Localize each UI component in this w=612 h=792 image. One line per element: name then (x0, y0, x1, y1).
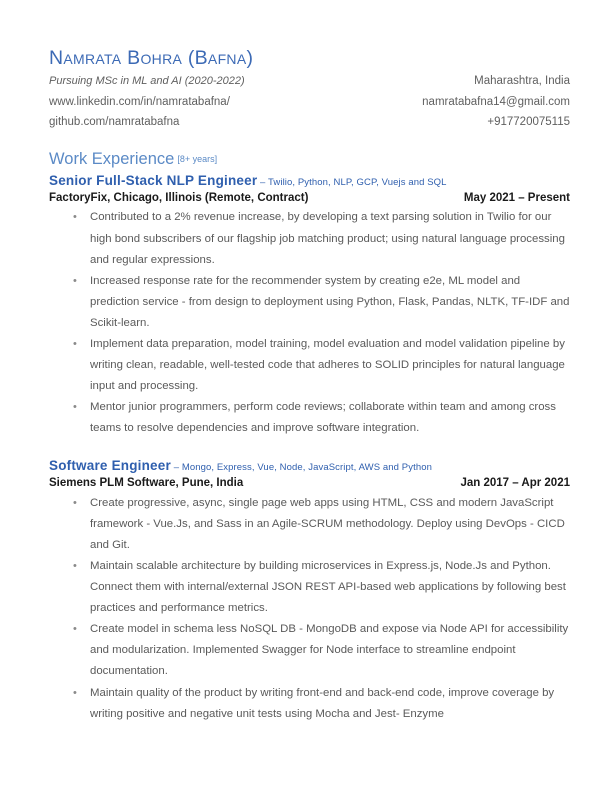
bullet-item (49, 493, 570, 556)
job-entry (49, 457, 570, 724)
bullet-dot-icon: • (73, 338, 77, 350)
bullet-text: Increased response rate for the recommender system by creating e2e, ML model and prediction service - from design to deployment using Python, Flask, Pandas, NLTK, TF-IDF and Scikit-learn. (90, 274, 570, 329)
job-bullet-list (49, 207, 570, 439)
bullet-item (49, 619, 570, 682)
contact-row-linkedin-email (49, 97, 570, 109)
job-stack-text: Twilio, Python, NLP, GCP, Vuejs and SQL (268, 177, 447, 189)
education-line: Pursuing MSc in ML and AI (2020-2022) (49, 75, 245, 88)
github-link[interactable]: github.com/namratabafna (49, 116, 180, 129)
email-link[interactable]: namratabafna14@gmail.com (422, 95, 570, 108)
bullet-text: Contributed to a 2% revenue increase, by developing a text parsing solution in Twilio for our high bond subscribers of our flagship job matching product; using natural language processing and regular expressions. (90, 211, 565, 266)
bullet-item (49, 207, 570, 270)
job-title-line (49, 172, 570, 190)
bullet-text: Mentor junior programmers, perform code reviews; collaborate within team and among cross teams to resolve dependencies and improve software integration. (90, 401, 556, 435)
candidate-name: Namrata Bohra (Bafna) (49, 47, 254, 69)
bullet-text: Maintain scalable architecture by building microservices in Express.js, Node.Js and Python. Connect them with internal/external JSON REST API-based web applications by following best practices and performance metrics. (90, 559, 566, 615)
phone-text: +917720075115 (487, 116, 570, 129)
bullet-dot-icon: • (73, 401, 77, 414)
bullet-item (49, 683, 570, 725)
job-company: FactoryFix, Chicago, Illinois (Remote, Contract) (49, 191, 309, 204)
bullet-dot-icon: • (73, 623, 77, 636)
job-dates: Jan 2017 – Apr 2021 (460, 476, 570, 489)
bullet-item (49, 397, 570, 439)
section-title: Work Experience (49, 149, 175, 168)
linkedin-link[interactable]: www.linkedin.com/in/namratabafna/ (49, 95, 230, 108)
bullet-text: Implement data preparation, model training, model evaluation and model validation pipeline by writing clean, readable, well-tested code that adheres to SOLID principles for natural language input and processing. (90, 338, 565, 393)
jobs-container (49, 172, 570, 724)
job-meta-line (49, 192, 570, 206)
job-stack (257, 177, 446, 188)
job-bullet-list (49, 493, 570, 725)
bullet-dot-icon: • (73, 496, 77, 509)
job-title-dash: – (260, 177, 266, 189)
section-years-badge: [8+ years] (177, 153, 218, 164)
bullet-item (49, 271, 570, 334)
section-heading-work-experience (49, 151, 570, 168)
contact-row-education (49, 76, 570, 88)
job-stack (171, 462, 432, 473)
bullet-text: Create progressive, async, single page web apps using HTML, CSS and modern JavaScript framework - Vue.Js, and Sass in an Agile-SCRUM methodology. Deploy using DevOps - CICD and Git. (90, 496, 565, 551)
bullet-text: Maintain quality of the product by writing front-end and back-end code, improve coverage by writing positive and negative unit tests using Mocha and Jest- Enzyme (90, 686, 555, 720)
job-title-line (49, 457, 570, 475)
location-text: Maharashtra, India (474, 75, 570, 88)
job-dates: May 2021 – Present (463, 191, 570, 204)
bullet-text: Create model in schema less NoSQL DB - MongoDB and expose via Node API for accessibility and modularization. Implemented Swagger for Node interface to streamline endpoint documentation. (90, 623, 569, 678)
job-company: Siemens PLM Software, Pune, India (49, 476, 244, 489)
job-meta-line (49, 477, 570, 491)
job-title-dash: – (173, 462, 180, 474)
contact-row-github-phone (49, 117, 570, 129)
job-title: Senior Full-Stack NLP Engineer (49, 173, 258, 189)
bullet-dot-icon: • (73, 559, 77, 572)
job-title: Software Engineer (49, 458, 171, 474)
bullet-dot-icon: • (73, 274, 77, 287)
bullet-item (49, 556, 570, 619)
bullet-dot-icon: • (73, 211, 77, 224)
job-entry (49, 172, 570, 439)
job-stack-text: Mongo, Express, Vue, Node, JavaScript, AWS and Python (181, 462, 432, 474)
bullet-dot-icon: • (73, 686, 77, 699)
bullet-item (49, 334, 570, 397)
